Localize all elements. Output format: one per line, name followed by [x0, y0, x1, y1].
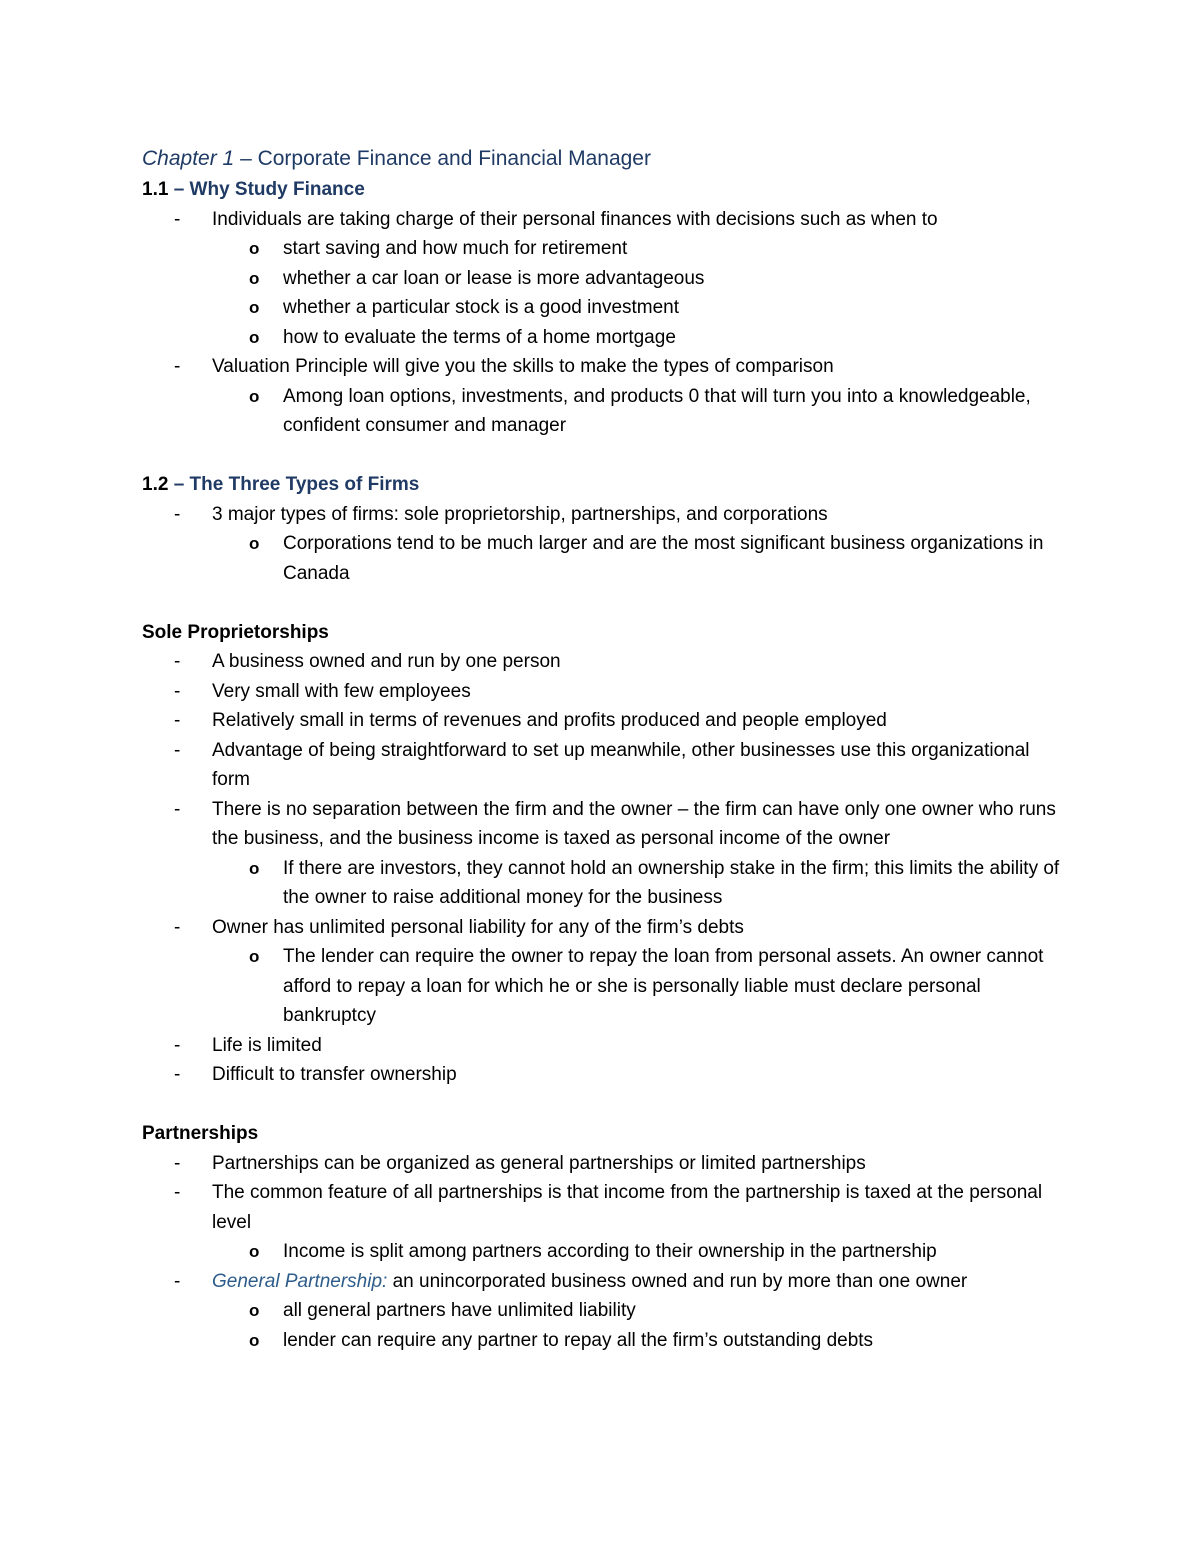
- sub-list-item-text: The lender can require the owner to repay the loan from personal assets. An owner cannot afford to repay a loan for which he or she is personally liable must declare personal bankruptcy: [283, 946, 1044, 1026]
- list-item: [142, 913, 1072, 1031]
- sub-list-item: [212, 854, 1072, 913]
- partnerships-heading: Partnerships: [142, 1123, 259, 1144]
- section-heading-1-1: [142, 175, 1072, 205]
- dash-marker: -: [174, 1064, 181, 1085]
- list-item-text: A business owned and run by one person: [212, 651, 561, 672]
- section-title: – The Three Types of Firms: [168, 474, 420, 495]
- list-item-text: 3 major types of firms: sole proprietorship, partnerships, and corporations: [212, 503, 828, 525]
- bullet-list: [142, 1149, 1072, 1356]
- list-item: [142, 1031, 1072, 1061]
- sub-list-item-text: all general partners have unlimited liability: [283, 1300, 636, 1321]
- list-item: [142, 352, 1072, 441]
- dash-marker: -: [174, 1270, 181, 1292]
- sub-bullet-list: [212, 854, 1072, 913]
- sub-list-item: [212, 293, 1072, 323]
- sub-list-item: [212, 942, 1072, 1031]
- list-item-text: Very small with few employees: [212, 680, 471, 702]
- list-item-text: Individuals are taking charge of their personal finances with decisions such as when to: [212, 208, 938, 230]
- sub-list-item: [212, 1296, 1072, 1326]
- dash-marker: -: [174, 356, 181, 377]
- list-item: [142, 706, 1072, 736]
- sub-list-item-text: how to evaluate the terms of a home mortgage: [283, 326, 676, 348]
- sub-list-item: [212, 1237, 1072, 1267]
- circle-marker: o: [249, 327, 260, 347]
- list-item-text: Life is limited: [212, 1034, 322, 1056]
- list-item: [142, 795, 1072, 913]
- dash-marker: -: [174, 1182, 181, 1203]
- list-item: [142, 647, 1072, 677]
- chapter-title: [142, 142, 1072, 175]
- section-number: 1.1: [142, 179, 169, 200]
- dash-marker: -: [174, 739, 181, 761]
- bullet-list: [142, 205, 1072, 441]
- paragraph-gap: [142, 588, 1072, 618]
- circle-marker: o: [249, 1242, 260, 1261]
- sub-bullet-list: [212, 1296, 1072, 1355]
- list-item-text: an unincorporated business owned and run by more than one owner: [387, 1270, 968, 1292]
- dash-marker: -: [174, 1034, 181, 1056]
- sub-bullet-list: [212, 382, 1072, 441]
- list-item-text: There is no separation between the firm and the owner – the firm can have only one owner who runs the business, and the business income is taxed as personal income of the owner: [212, 798, 1056, 849]
- list-item-text: Difficult to transfer ownership: [212, 1064, 457, 1085]
- list-item-text: Partnerships can be organized as general partnerships or limited partnerships: [212, 1152, 866, 1174]
- dash-marker: -: [174, 1152, 181, 1174]
- dash-marker: -: [174, 680, 181, 702]
- list-item: [142, 736, 1072, 795]
- list-item-text: Valuation Principle will give you the skills to make the types of comparison: [212, 356, 834, 377]
- sub-bullet-list: [212, 1237, 1072, 1267]
- sub-list-item-text: Income is split among partners according to their ownership in the partnership: [283, 1241, 937, 1262]
- dash-marker: -: [174, 208, 181, 230]
- circle-marker: o: [249, 947, 260, 966]
- sub-list-item: [212, 234, 1072, 264]
- sub-list-item: [212, 529, 1072, 588]
- sub-list-item-text: Corporations tend to be much larger and are the most significant business organizations in Canada: [283, 533, 1044, 584]
- sub-list-item: [212, 264, 1072, 294]
- circle-marker: o: [249, 534, 260, 553]
- sub-list-item-text: whether a car loan or lease is more advantageous: [283, 267, 705, 289]
- list-item-text: Relatively small in terms of revenues and profits produced and people employed: [212, 710, 887, 731]
- sub-list-item-text: lender can require any partner to repay all the firm’s outstanding debts: [283, 1329, 874, 1351]
- sole-proprietorships-heading: Sole Proprietorships: [142, 621, 329, 643]
- dash-marker: -: [174, 503, 181, 525]
- circle-marker: o: [249, 1330, 260, 1350]
- list-item: [142, 1060, 1072, 1090]
- sub-list-item-text: Among loan options, investments, and products 0 that will turn you into a knowledgeable, confident consumer and manager: [283, 385, 1031, 436]
- sub-list-item: [212, 323, 1072, 353]
- sub-list-item-text: start saving and how much for retirement: [283, 238, 628, 259]
- sub-bullet-list: [212, 234, 1072, 352]
- paragraph-gap: [142, 1090, 1072, 1120]
- bullet-list: [142, 647, 1072, 1090]
- dash-marker: -: [174, 916, 181, 938]
- list-item-text: Advantage of being straightforward to set up meanwhile, other businesses use this organizational form: [212, 739, 1030, 790]
- circle-marker: o: [249, 239, 260, 258]
- sub-list-item: [212, 382, 1072, 441]
- sub-list-item-text: If there are investors, they cannot hold an ownership stake in the firm; this limits the ability of the owner to raise additional money for the business: [283, 857, 1060, 908]
- sub-bullet-list: [212, 529, 1072, 588]
- list-item: [142, 500, 1072, 589]
- circle-marker: o: [249, 268, 260, 288]
- sub-list-item: [212, 1326, 1072, 1356]
- chapter-number: Chapter 1: [142, 147, 235, 170]
- paragraph-gap: [142, 441, 1072, 471]
- list-item: [142, 1267, 1072, 1356]
- circle-marker: o: [249, 1301, 260, 1320]
- circle-marker: o: [249, 386, 260, 406]
- list-item: [142, 1149, 1072, 1179]
- circle-marker: o: [249, 298, 260, 317]
- dash-marker: -: [174, 710, 181, 731]
- circle-marker: o: [249, 858, 260, 878]
- list-item: [142, 1178, 1072, 1267]
- list-item: [142, 677, 1072, 707]
- bullet-list: [142, 500, 1072, 589]
- list-item: [142, 205, 1072, 353]
- chapter-name: – Corporate Finance and Financial Manager: [234, 147, 651, 170]
- dash-marker: -: [174, 651, 181, 672]
- list-item-text: The common feature of all partnerships is that income from the partnership is taxed at the personal level: [212, 1182, 1043, 1233]
- sub-bullet-list: [212, 942, 1072, 1031]
- general-partnership-term: General Partnership:: [212, 1270, 388, 1292]
- dash-marker: -: [174, 798, 181, 820]
- section-title: – Why Study Finance: [168, 179, 365, 200]
- list-item-text: Owner has unlimited personal liability for any of the firm’s debts: [212, 916, 744, 938]
- sub-list-item-text: whether a particular stock is a good investment: [283, 297, 680, 318]
- document-page: [142, 142, 1072, 1355]
- section-heading-1-2: [142, 470, 1072, 500]
- section-number: 1.2: [142, 474, 169, 495]
